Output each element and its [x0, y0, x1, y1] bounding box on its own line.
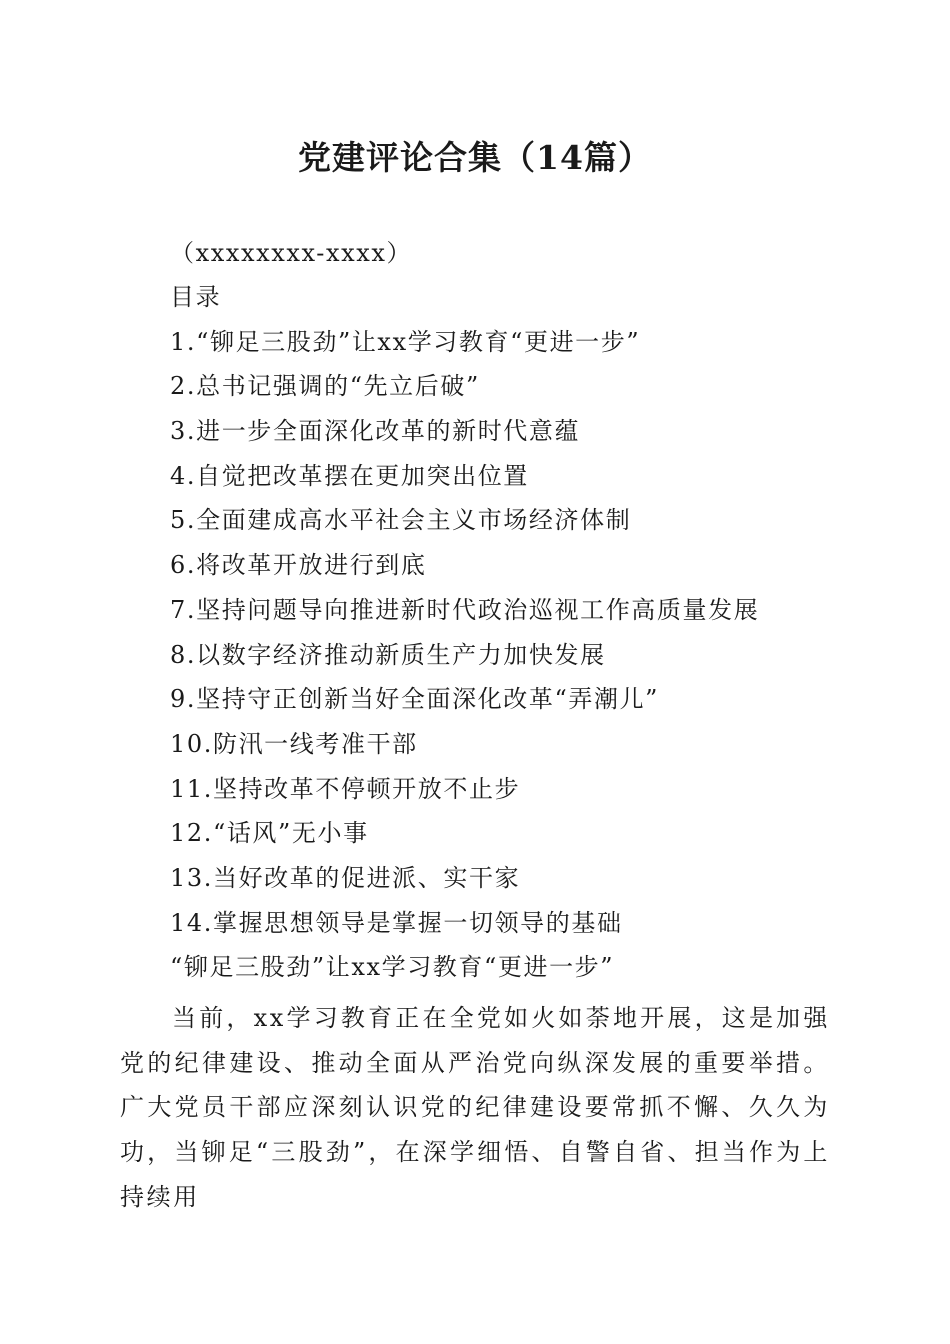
toc-item: 2.总书记强调的“先立后破” — [170, 372, 480, 400]
toc-item: 12.“话风”无小事 — [170, 819, 369, 847]
toc-item: 14.掌握思想领导是掌握一切领导的基础 — [170, 909, 623, 937]
document-title: 党建评论合集（14篇） — [298, 138, 652, 177]
toc-item: 10.防汛一线考准干部 — [170, 730, 418, 758]
toc-item: 11.坚持改革不停顿开放不止步 — [170, 775, 521, 803]
toc-heading: 目录 — [170, 283, 222, 311]
date-range: （xxxxxxxx-xxxx） — [170, 239, 413, 267]
toc-item: 7.坚持问题导向推进新时代政治巡视工作高质量发展 — [170, 596, 760, 624]
article-paragraph: 当前，xx学习教育正在全党如火如荼地开展，这是加强党的纪律建设、推动全面从严治党向纵深发展的重要举措。广大党员干部应深刻认识党的纪律建设要常抓不懈、久久为功，当铆足“三股劲”，在深学细悟、自警自省、担当作为上持续用 — [120, 1004, 830, 1211]
toc-item: 6.将改革开放进行到底 — [170, 551, 427, 579]
article-heading: “铆足三股劲”让xx学习教育“更进一步” — [170, 953, 615, 981]
toc-item: 8.以数字经济推动新质生产力加快发展 — [170, 641, 606, 669]
toc-item: 3.进一步全面深化改革的新时代意蕴 — [170, 417, 581, 445]
toc-item: 4.自觉把改革摆在更加突出位置 — [170, 462, 529, 490]
toc-item: 13.当好改革的促进派、实干家 — [170, 864, 521, 892]
toc-item: 1.“铆足三股劲”让xx学习教育“更进一步” — [170, 328, 641, 356]
toc-item: 5.全面建成高水平社会主义市场经济体制 — [170, 506, 632, 534]
toc-item: 9.坚持守正创新当好全面深化改革“弄潮儿” — [170, 685, 660, 713]
